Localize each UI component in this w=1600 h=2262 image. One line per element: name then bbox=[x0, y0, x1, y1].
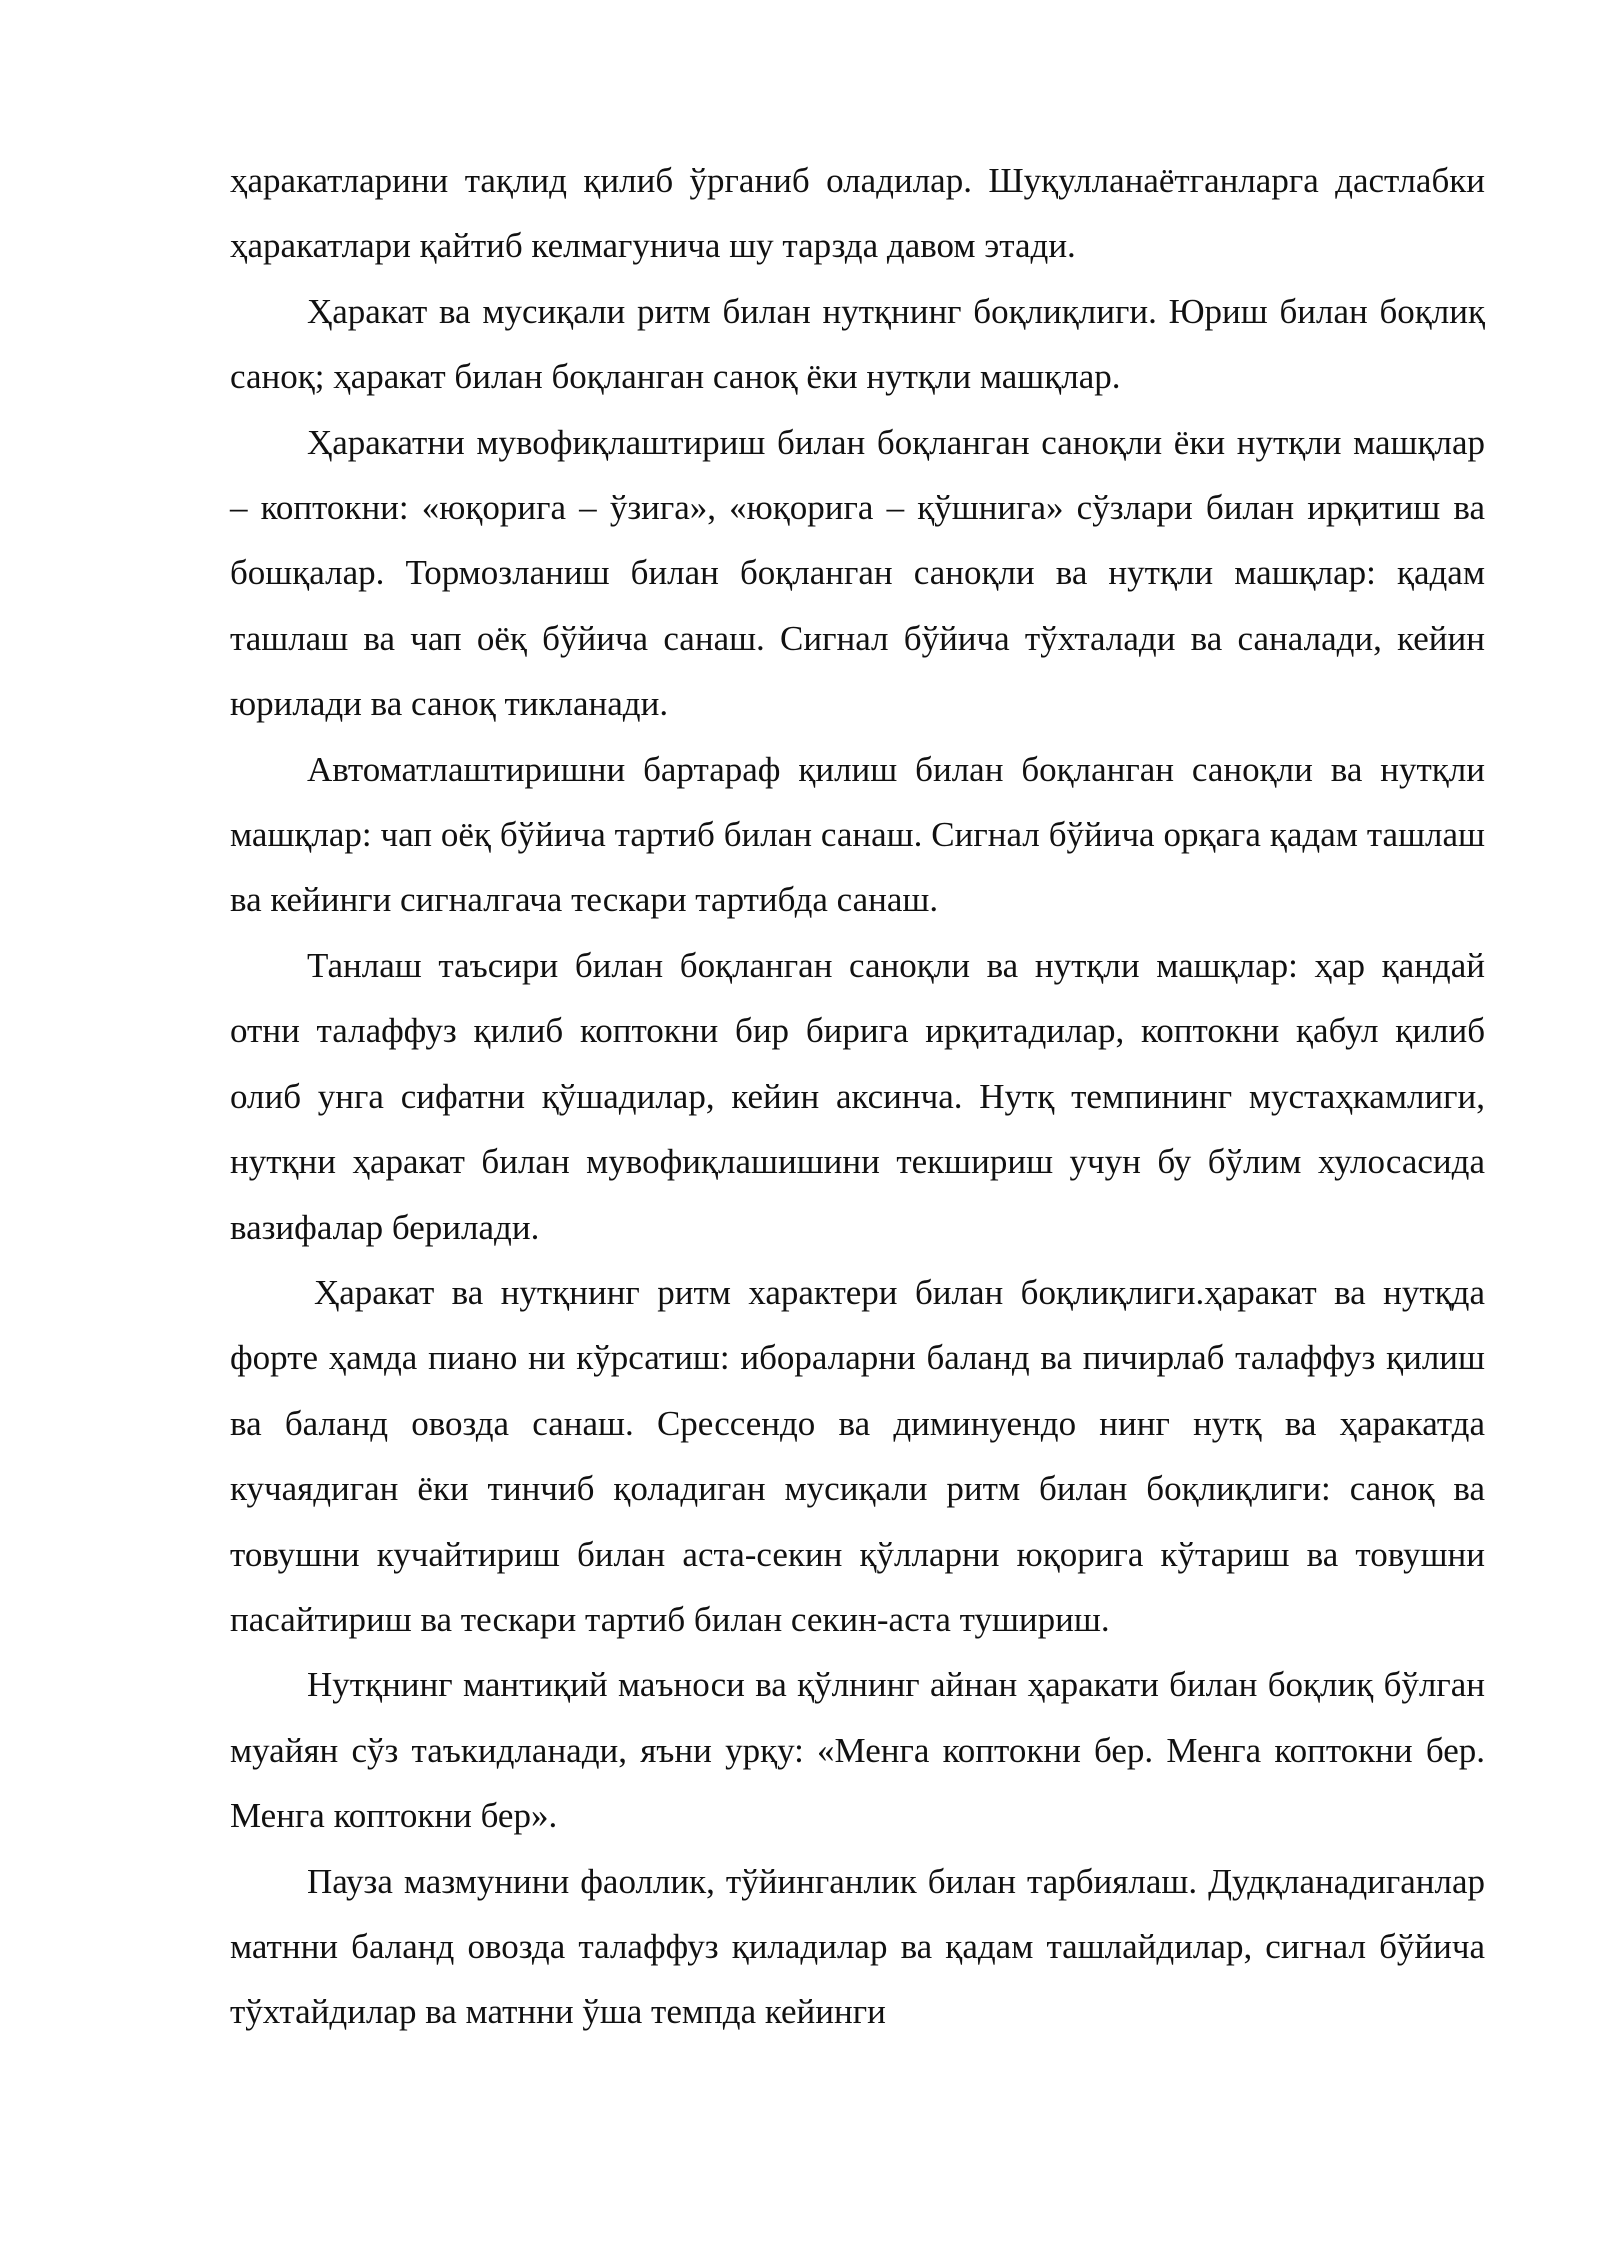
paragraph-8: Пауза мазмунини фаоллик, тўйинганлик билан тарбиялаш. Дудқланадиганлар матнни баланд овозда талаффуз қиладилар ва қадам ташлайдилар, сигнал бўйича тўхтайдилар ва матнни ўша темпда кейинги bbox=[230, 1861, 1485, 2032]
paragraph-1: ҳаракатларини тақлид қилиб ўрганиб оладилар. Шуқулланаётганларга дастлабки ҳаракатлари қайтиб келмагунича шу тарзда давом этади. bbox=[230, 161, 1485, 266]
paragraph-2: Ҳаракат ва мусиқали ритм билан нутқнинг боқлиқлиги. Юриш билан боқлиқ саноқ; ҳаракат билан боқланган саноқ ёки нутқли машқлар. bbox=[230, 291, 1485, 397]
paragraph-6: Ҳаракат ва нутқнинг ритм характери билан боқлиқлиги.ҳаракат ва нутқда форте ҳамда пиано ни кўрсатиш: ибораларни баланд ва пичирлаб талаффуз қилиш ва баланд овозда санаш. Срессендо ва диминуендо нинг нутқ ва ҳаракатда кучаядиган ёки тинчиб қоладиган мусиқали ритм билан боқлиқлиги: саноқ ва товушни кучайтириш билан аста-секин қўлларни юқорига кўтариш ва товушни пасайтириш ва тескари тартиб билан секин-аста тушириш. bbox=[230, 1272, 1485, 1639]
paragraph-5: Танлаш таъсири билан боқланган саноқли ва нутқли машқлар: ҳар қандай отни талаффуз қилиб коптокни бир бирига ирқитадилар, коптокни қабул қилиб олиб унга сифатни қўшадилар, кейин аксинча. Нутқ темпининг мустаҳкамлиги, нутқни ҳаракат билан мувофиқлашишини текшириш учун бу бўлим хулосасида вазифалар берилади. bbox=[230, 945, 1485, 1247]
paragraph-7: Нутқнинг мантиқий маъноси ва қўлнинг айнан ҳаракати билан боқлиқ бўлган муайян сўз таъкидланади, яъни урқу: «Менга коптокни бер. Менга коптокни бер. Менга коптокни бер». bbox=[230, 1665, 1485, 1836]
paragraph-3: Ҳаракатни мувофиқлаштириш билан боқланган саноқли ёки нутқли машқлар – коптокни: «юқорига – ўзига», «юқорига – қўшнига» сўзлари билан ирқитиш ва бошқалар. Тормозланиш билан боқланган саноқли ва нутқли машқлар: қадам ташлаш ва чап оёқ бўйича санаш. Сигнал бўйича тўхталади ва саналади, кейин юрилади ва саноқ тикланади. bbox=[230, 422, 1485, 724]
document-body bbox=[230, 148, 1485, 2045]
paragraph-4: Автоматлаштиришни бартараф қилиш билан боқланган саноқли ва нутқли машқлар: чап оёқ бўйича тартиб билан санаш. Сигнал бўйича орқага қадам ташлаш ва кейинги сигналгача тескари тартибда санаш. bbox=[230, 749, 1485, 920]
